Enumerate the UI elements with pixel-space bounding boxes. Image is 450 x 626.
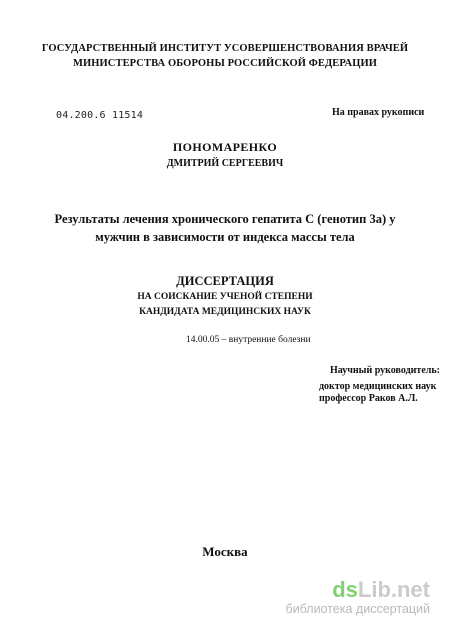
watermark-logo-ds: ds (332, 577, 358, 602)
degree-line-2: КАНДИДАТА МЕДИЦИНСКИХ НАУК (139, 307, 311, 317)
institution-line-1: ГОСУДАРСТВЕННЫЙ ИНСТИТУТ УСОВЕРШЕНСТВОВАНИЯ ВРАЧЕЙ (41, 43, 409, 54)
institution-line-2: МИНИСТЕРСТВА ОБОРОНЫ РОССИЙСКОЙ ФЕДЕРАЦИИ (72, 58, 378, 69)
watermark (286, 579, 430, 617)
supervisor-name: профессор Раков А.Л. (319, 393, 418, 404)
degree-line-1: НА СОИСКАНИЕ УЧЕНОЙ СТЕПЕНИ (137, 292, 313, 302)
supervisor-degree: доктор медицинских наук (319, 381, 437, 392)
author-given-names: ДМИТРИЙ СЕРГЕЕВИЧ (166, 158, 284, 169)
dissertation-title-line-1: Результаты лечения хронического гепатита С (генотип 3а) у (54, 212, 396, 226)
supervisor-label: Научный руководитель: (330, 365, 440, 376)
author-surname: ПОНОМАРЕНКО (172, 140, 278, 154)
document-type: ДИССЕРТАЦИЯ (176, 274, 274, 288)
watermark-logo (286, 579, 430, 601)
city: Москва (202, 544, 248, 559)
rights-note: На правах рукописи (332, 107, 425, 118)
dissertation-title-line-2: мужчин в зависимости от индекса массы тела (95, 230, 355, 244)
watermark-logo-rest: Lib.net (357, 577, 430, 602)
watermark-tagline: библиотека диссертаций (285, 602, 430, 616)
registry-stamp: 04.200.6 11514 (56, 110, 144, 121)
specialty-code: 14.00.05 – внутренние болезни (186, 335, 311, 345)
